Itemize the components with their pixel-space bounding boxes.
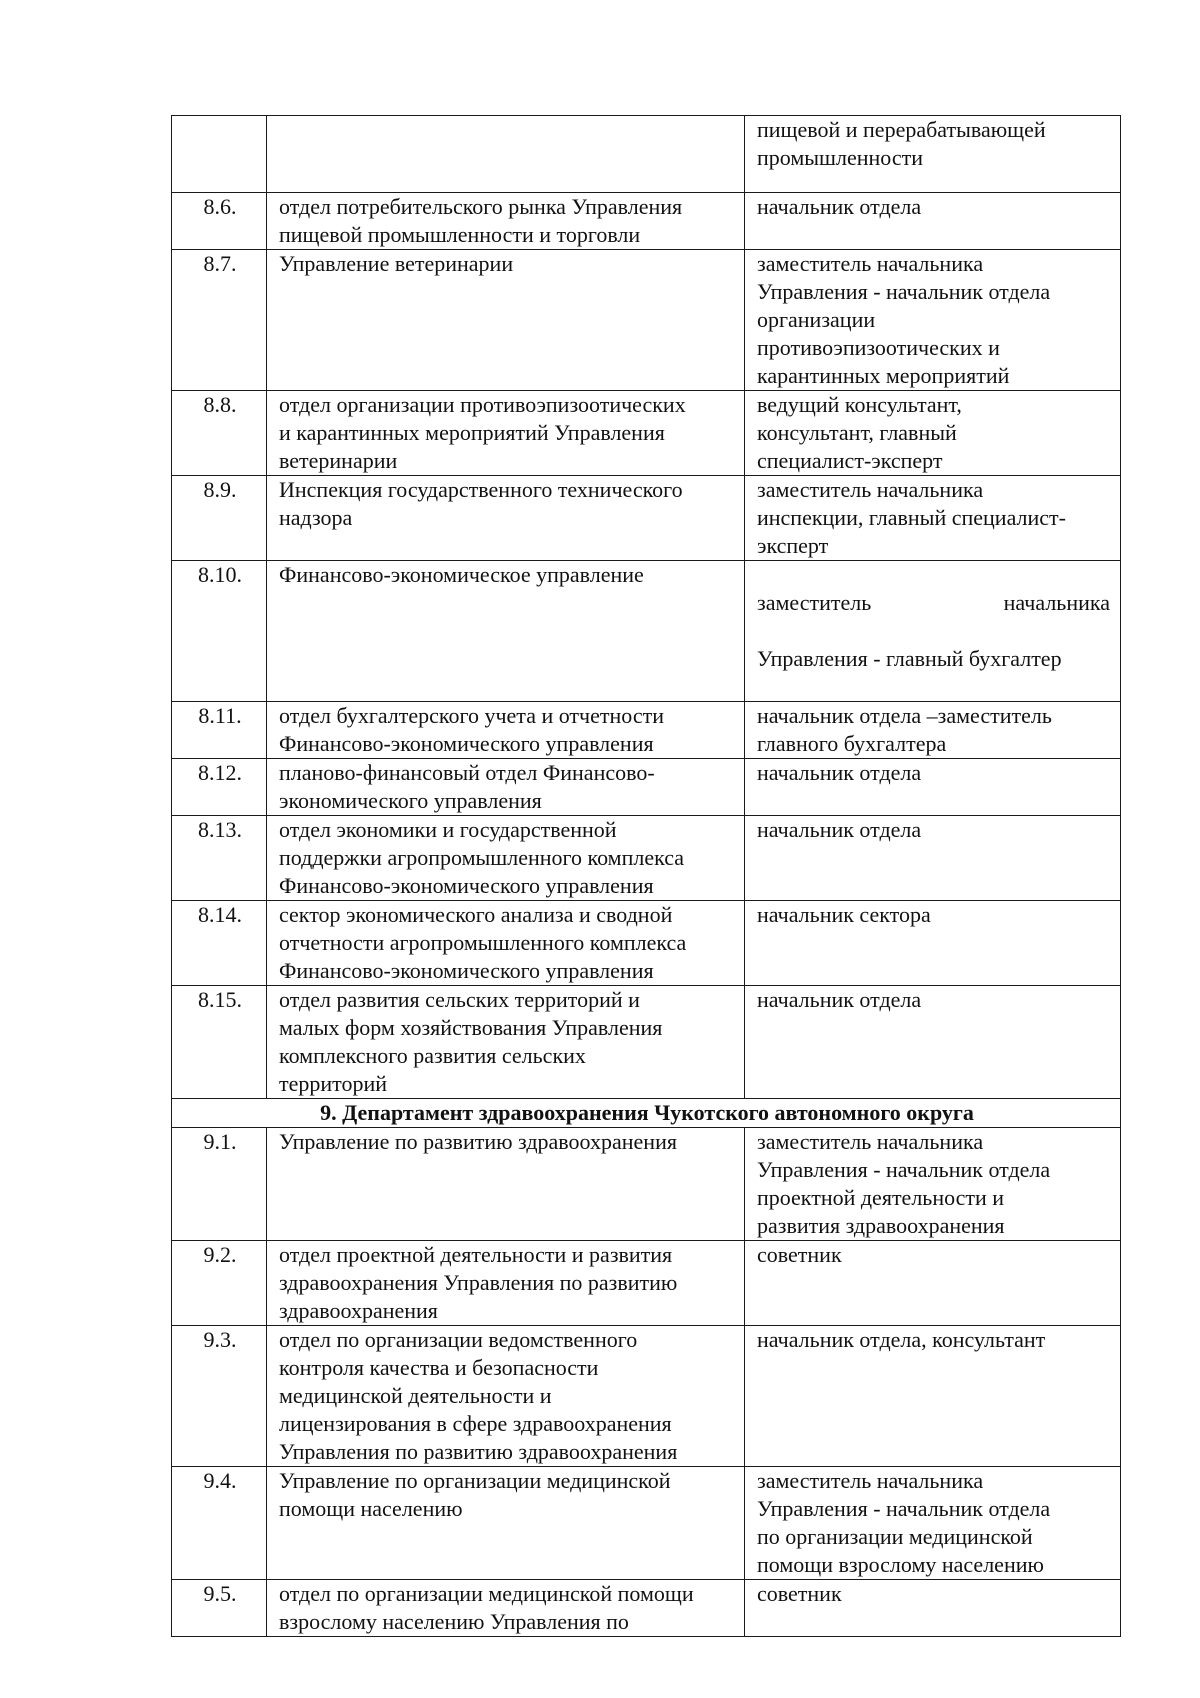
department-name: Управление ветеринарии — [267, 250, 745, 391]
department-name: отдел организации противоэпизоотических и карантинных мероприятий Управления ветеринарии — [267, 391, 745, 476]
department-name — [267, 116, 745, 193]
position-word: заместитель — [757, 590, 872, 615]
row-number: 8.6. — [172, 193, 267, 250]
row-number — [172, 116, 267, 193]
department-name: отдел бухгалтерского учета и отчетности Финансово-экономического управления — [267, 702, 745, 759]
position-title: заместитель начальника инспекции, главный специалист- эксперт — [745, 476, 1121, 561]
table-row — [172, 391, 1121, 476]
department-name: Управление по организации медицинской помощи населению — [267, 1467, 745, 1580]
department-name: отдел проектной деятельности и развития здравоохранения Управления по развитию здравоохранения — [267, 1241, 745, 1326]
table-row — [172, 476, 1121, 561]
position-title: начальник отдела –заместитель главного бухгалтера — [745, 702, 1121, 759]
table-row — [172, 193, 1121, 250]
row-number: 9.2. — [172, 1241, 267, 1326]
row-number: 8.10. — [172, 561, 267, 702]
positions-table — [171, 115, 1121, 1637]
row-number: 8.14. — [172, 901, 267, 986]
table-row — [172, 759, 1121, 816]
position-title: ведущий консультант, консультант, главный специалист-эксперт — [745, 391, 1121, 476]
table-row — [172, 1326, 1121, 1467]
position-title-first-line — [757, 589, 1110, 617]
table-row — [172, 561, 1121, 702]
position-title-second-line: Управления - главный бухгалтер — [757, 646, 1062, 671]
row-number: 8.7. — [172, 250, 267, 391]
position-title — [745, 561, 1121, 702]
position-title: начальник отдела — [745, 193, 1121, 250]
department-name: отдел развития сельских территорий и малых форм хозяйствования Управления комплексного развития сельских территорий — [267, 986, 745, 1099]
department-name: Инспекция государственного технического надзора — [267, 476, 745, 561]
department-name: отдел по организации ведомственного контроля качества и безопасности медицинской деятельности и лицензирования в сфере здравоохранения Управления по развитию здравоохранения — [267, 1326, 745, 1467]
table-row — [172, 250, 1121, 391]
department-name: отдел потребительского рынка Управления пищевой промышленности и торговли — [267, 193, 745, 250]
table-row — [172, 116, 1121, 193]
row-number: 8.13. — [172, 816, 267, 901]
department-name: Управление по развитию здравоохранения — [267, 1128, 745, 1241]
section-heading-row — [172, 1099, 1121, 1128]
table-row — [172, 986, 1121, 1099]
row-number: 8.11. — [172, 702, 267, 759]
row-number: 8.8. — [172, 391, 267, 476]
department-name: сектор экономического анализа и сводной отчетности агропромышленного комплекса Финансово-экономического управления — [267, 901, 745, 986]
table-row — [172, 702, 1121, 759]
position-title: заместитель начальника Управления - начальник отдела по организации медицинской помощи взрослому населению — [745, 1467, 1121, 1580]
department-name: отдел экономики и государственной поддержки агропромышленного комплекса Финансово-экономического управления — [267, 816, 745, 901]
table-row — [172, 1241, 1121, 1326]
table-row — [172, 901, 1121, 986]
position-title: начальник отдела, консультант — [745, 1326, 1121, 1467]
position-title: советник — [745, 1241, 1121, 1326]
row-number: 9.3. — [172, 1326, 267, 1467]
position-title: начальник отдела — [745, 816, 1121, 901]
position-title: начальник отдела — [745, 759, 1121, 816]
position-title: начальник сектора — [745, 901, 1121, 986]
row-number: 8.12. — [172, 759, 267, 816]
table-row — [172, 1580, 1121, 1637]
position-title: советник — [745, 1580, 1121, 1637]
position-title: начальник отдела — [745, 986, 1121, 1099]
row-number: 8.15. — [172, 986, 267, 1099]
row-number: 9.1. — [172, 1128, 267, 1241]
department-name: планово-финансовый отдел Финансово- экономического управления — [267, 759, 745, 816]
table-row — [172, 1128, 1121, 1241]
table-row — [172, 816, 1121, 901]
position-title: заместитель начальника Управления - начальник отдела проектной деятельности и развития здравоохранения — [745, 1128, 1121, 1241]
position-title: заместитель начальника Управления - начальник отдела организации противоэпизоотических и карантинных мероприятий — [745, 250, 1121, 391]
row-number: 9.5. — [172, 1580, 267, 1637]
department-name: Финансово-экономическое управление — [267, 561, 745, 702]
section-heading: 9. Департамент здравоохранения Чукотского автономного округа — [172, 1099, 1121, 1128]
department-name: отдел по организации медицинской помощи взрослому населению Управления по — [267, 1580, 745, 1637]
row-number: 8.9. — [172, 476, 267, 561]
row-number: 9.4. — [172, 1467, 267, 1580]
position-word: начальника — [1003, 590, 1110, 615]
table-row — [172, 1467, 1121, 1580]
position-title: пищевой и перерабатывающей промышленности — [745, 116, 1121, 193]
